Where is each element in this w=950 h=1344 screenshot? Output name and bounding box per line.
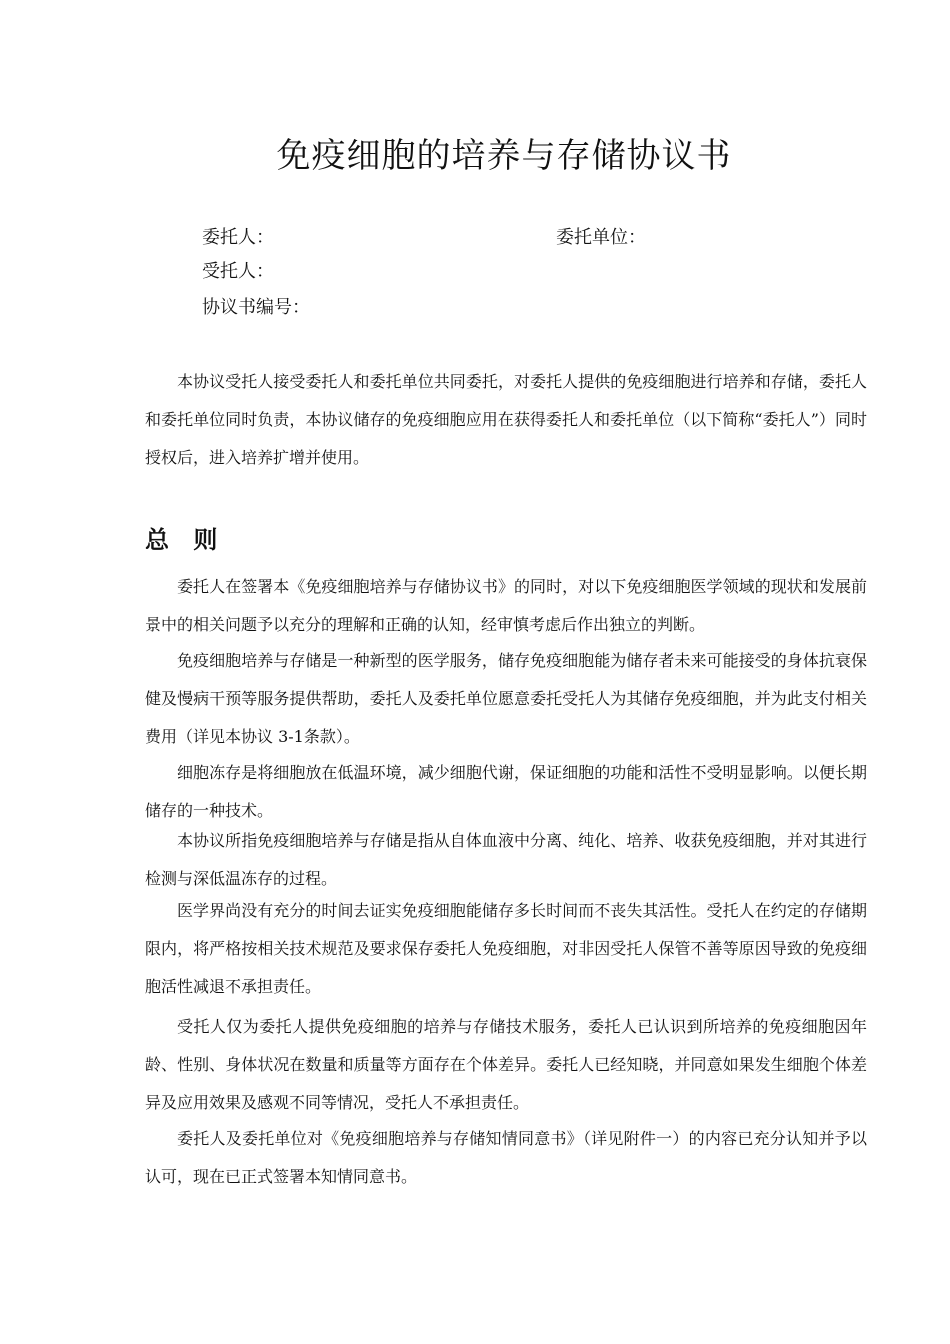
general-paragraph-7: 委托人及委托单位对《免疫细胞培养与存储知情同意书》（详见附件一）的内容已充分认知并予以认可，现在已正式签署本知情同意书。 [145,1129,867,1186]
section-heading: 总 则 [145,526,226,554]
intro-paragraph: 本协议受托人接受委托人和委托单位共同委托，对委托人提供的免疫细胞进行培养和存储，委托人和委托单位同时负责，本协议储存的免疫细胞应用在获得委托人和委托单位（以下简称“委托人”）同时授权后，进入培养扩增并使用。 [145,372,867,467]
general-paragraph-5: 医学界尚没有充分的时间去证实免疫细胞能储存多长时间而不丧失其活性。受托人在约定的存储期限内，将严格按相关技术规范及要求保存委托人免疫细胞，对非因受托人保管不善等原因导致的免疫细胞活性减退不承担责任。 [145,901,867,996]
general-paragraph-3: 细胞冻存是将细胞放在低温环境，减少细胞代谢，保证细胞的功能和活性不受明显影响。以便长期储存的一种技术。 [145,763,867,820]
general-paragraph-4: 本协议所指免疫细胞培养与存储是指从自体血液中分离、纯化、培养、收获免疫细胞，并对其进行检测与深低温冻存的过程。 [145,831,867,888]
general-paragraph-6: 受托人仅为委托人提供免疫细胞的培养与存储技术服务，委托人已认识到所培养的免疫细胞因年龄、性别、身体状况在数量和质量等方面存在个体差异。委托人已经知晓，并同意如果发生细胞个体差异及应用效果及感观不同等情况，受托人不承担责任。 [145,1017,867,1112]
consignor-label: 委托人： [202,227,274,248]
general-paragraph-2: 免疫细胞培养与存储是一种新型的医学服务，储存免疫细胞能为储存者未来可能接受的身体抗衰保健及慢病干预等服务提供帮助，委托人及委托单位愿意委托受托人为其储存免疫细胞，并为此支付相关费用（详见本协议 3-1条款）。 [145,651,867,746]
document-title: 免疫细胞的培养与存储协议书 [276,136,732,176]
agreement-number-label: 协议书编号： [202,297,310,318]
consignor-unit-label: 委托单位： [556,227,646,248]
trustee-label: 受托人： [202,261,274,282]
general-paragraph-1: 委托人在签署本《免疫细胞培养与存储协议书》的同时，对以下免疫细胞医学领域的现状和发展前景中的相关问题予以充分的理解和正确的认知，经审慎考虑后作出独立的判断。 [145,577,867,634]
